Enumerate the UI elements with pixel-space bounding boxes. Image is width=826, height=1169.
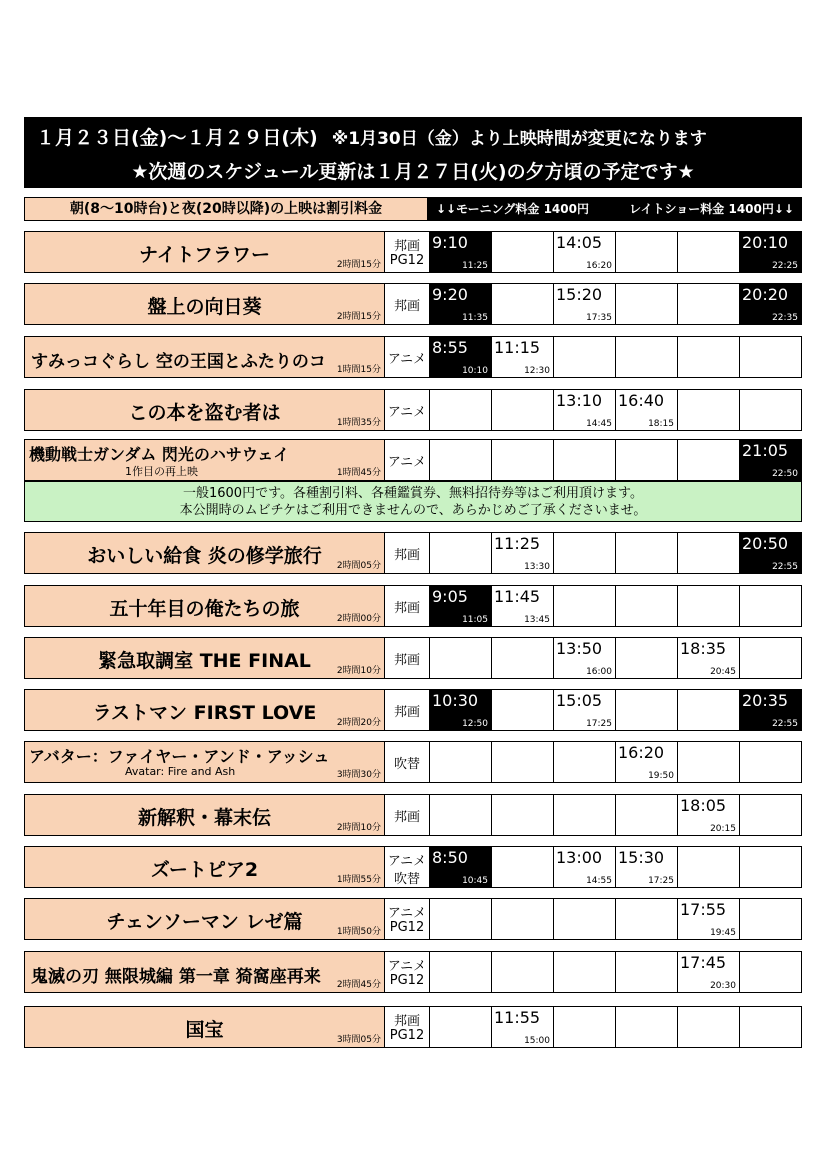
showtime-slot — [430, 232, 492, 272]
empty-slot — [492, 742, 554, 782]
showtime-end: 17:25 — [586, 719, 612, 729]
showtime-end: 11:25 — [462, 261, 488, 271]
movie-row — [24, 846, 802, 888]
showtime-start: 14:05 — [556, 233, 603, 252]
movie-title-cell — [25, 440, 385, 480]
empty-slot — [740, 390, 801, 430]
empty-slot — [554, 952, 616, 992]
late-price: レイトショー料金 1400円↓↓ — [629, 202, 794, 216]
empty-slot — [740, 952, 801, 992]
gundam-price-notice — [24, 481, 802, 522]
showtime-slot — [740, 690, 801, 730]
showtime-slot — [554, 232, 616, 272]
showtime-end: 13:30 — [524, 562, 550, 572]
showtime-start: 8:50 — [432, 848, 468, 867]
showtime-end: 22:35 — [772, 313, 798, 323]
empty-slot — [678, 390, 740, 430]
empty-slot — [616, 795, 678, 835]
movie-rating — [385, 586, 430, 626]
showtime-end: 16:00 — [586, 667, 612, 677]
showtime-start: 9:10 — [432, 233, 468, 252]
empty-slot — [678, 742, 740, 782]
showtime-slot — [430, 586, 492, 626]
movie-title: チェンソーマン レゼ篇 — [106, 911, 303, 933]
movie-title: アバター：ファイヤー・アンド・アッシュ — [29, 747, 330, 766]
empty-slot — [554, 440, 616, 480]
movie-duration: 2時間10分 — [336, 666, 381, 676]
showtime-slot — [740, 440, 801, 480]
empty-slot — [740, 638, 801, 678]
rating-label: PG12 — [389, 253, 425, 268]
movie-title: ナイトフラワー — [138, 244, 271, 266]
movie-rating — [385, 337, 430, 377]
movie-title: この本を盗む者は — [128, 402, 281, 424]
empty-slot — [430, 638, 492, 678]
empty-slot — [678, 586, 740, 626]
showtime-end: 19:45 — [710, 928, 736, 938]
showtime-slot — [430, 690, 492, 730]
empty-slot — [492, 690, 554, 730]
movie-title-cell — [25, 847, 385, 887]
next-update-notice: ★次週のスケジュール更新は１月２７日(火)の夕方頃の予定です★ — [131, 161, 695, 183]
showtime-end: 11:05 — [462, 615, 488, 625]
showtime-end: 18:15 — [648, 419, 674, 429]
movie-title: 鬼滅の刃 無限城編 第一章 猗窩座再来 — [31, 967, 321, 987]
movie-row — [24, 439, 802, 481]
showtime-slot — [616, 847, 678, 887]
empty-slot — [616, 232, 678, 272]
movie-title-cell — [25, 232, 385, 272]
empty-slot — [678, 690, 740, 730]
empty-slot — [554, 586, 616, 626]
rating-label: アニメ — [387, 906, 427, 921]
showtime-slot — [740, 232, 801, 272]
empty-slot — [554, 337, 616, 377]
empty-slot — [678, 440, 740, 480]
empty-slot — [740, 586, 801, 626]
empty-slot — [554, 742, 616, 782]
showtime-start: 9:20 — [432, 285, 468, 304]
notice-line-1: 一般1600円です。各種割引料、各種鑑賞券、無料招待券等はご利用頂けます。 — [182, 486, 643, 501]
empty-slot — [616, 952, 678, 992]
header-date-range — [36, 123, 707, 150]
movie-rating — [385, 899, 430, 939]
movie-title-cell — [25, 284, 385, 324]
rating-label: 邦画 — [393, 653, 420, 668]
showtime-slot — [430, 284, 492, 324]
empty-slot — [740, 847, 801, 887]
price-bar — [428, 197, 802, 221]
empty-slot — [492, 847, 554, 887]
empty-slot — [554, 795, 616, 835]
showtime-slot — [678, 795, 740, 835]
movie-duration: 3時間05分 — [336, 1035, 381, 1045]
movie-row — [24, 389, 802, 431]
showtime-start: 18:05 — [680, 796, 727, 815]
movie-row — [24, 794, 802, 836]
showtime-slot — [430, 847, 492, 887]
rating-label: PG12 — [389, 973, 425, 988]
movie-title-cell — [25, 899, 385, 939]
movie-title: 緊急取調室 THE FINAL — [98, 650, 311, 672]
movie-duration: 2時間00分 — [336, 614, 381, 624]
rating-label: 吹替 — [393, 872, 420, 887]
empty-slot — [492, 952, 554, 992]
empty-slot — [554, 1007, 616, 1047]
empty-slot — [492, 638, 554, 678]
movie-rating — [385, 952, 430, 992]
empty-slot — [430, 390, 492, 430]
movie-duration: 1時間55分 — [336, 875, 381, 885]
movie-title: 国宝 — [185, 1019, 224, 1041]
movie-rating — [385, 440, 430, 480]
movie-row — [24, 741, 802, 783]
empty-slot — [678, 847, 740, 887]
showtime-start: 8:55 — [432, 338, 468, 357]
showtime-slot — [430, 337, 492, 377]
showtime-start: 15:20 — [556, 285, 603, 304]
showtime-slot — [554, 284, 616, 324]
empty-slot — [616, 440, 678, 480]
showtime-slot — [492, 337, 554, 377]
movie-title-cell — [25, 638, 385, 678]
showtime-slot — [554, 690, 616, 730]
showtime-end: 17:25 — [648, 876, 674, 886]
empty-slot — [430, 440, 492, 480]
movie-duration: 2時間15分 — [336, 312, 381, 322]
showtime-slot — [678, 952, 740, 992]
movie-title: ズートピア2 — [150, 859, 259, 881]
showtime-slot — [554, 638, 616, 678]
empty-slot — [740, 337, 801, 377]
showtime-slot — [492, 586, 554, 626]
empty-slot — [492, 795, 554, 835]
rating-label: アニメ — [387, 455, 427, 470]
showtime-start: 20:35 — [742, 691, 789, 710]
movie-duration: 1時間50分 — [336, 927, 381, 937]
showtime-end: 22:25 — [772, 261, 798, 271]
showtime-start: 11:15 — [494, 338, 541, 357]
rating-label: アニメ — [387, 405, 427, 420]
showtime-end: 22:55 — [772, 562, 798, 572]
movie-title-cell — [25, 337, 385, 377]
showtime-slot — [492, 533, 554, 573]
rating-label: PG12 — [389, 1028, 425, 1043]
movie-duration: 2時間15分 — [336, 260, 381, 270]
movie-subtitle: Avatar: Fire and Ash — [125, 765, 236, 778]
showtime-start: 17:45 — [680, 953, 727, 972]
showtime-end: 20:15 — [710, 824, 736, 834]
movie-title: おいしい給食 炎の修学旅行 — [87, 545, 322, 567]
rating-label: 吹替 — [393, 757, 420, 772]
showtime-start: 11:25 — [494, 534, 541, 553]
movie-title-cell — [25, 742, 385, 782]
movie-row — [24, 689, 802, 731]
showtime-start: 20:20 — [742, 285, 789, 304]
empty-slot — [492, 284, 554, 324]
date-range-text: １月２３日(金)～１月２９日(木) — [36, 127, 318, 149]
movie-title-cell — [25, 390, 385, 430]
showtime-end: 12:50 — [462, 719, 488, 729]
movie-title-cell — [25, 586, 385, 626]
showtime-slot — [492, 1007, 554, 1047]
rating-label: 邦画 — [393, 299, 420, 314]
movie-title-cell — [25, 690, 385, 730]
empty-slot — [492, 440, 554, 480]
empty-slot — [616, 899, 678, 939]
movie-title-cell — [25, 795, 385, 835]
showtime-start: 17:55 — [680, 900, 727, 919]
showtime-start: 9:05 — [432, 587, 468, 606]
rating-label: 邦画 — [393, 548, 420, 563]
showtime-slot — [616, 742, 678, 782]
morning-price: ↓↓モーニング料金 1400円 — [436, 202, 589, 216]
showtime-end: 11:35 — [462, 313, 488, 323]
showtime-start: 16:20 — [618, 743, 665, 762]
movie-row — [24, 336, 802, 378]
showtime-end: 12:30 — [524, 366, 550, 376]
empty-slot — [616, 284, 678, 324]
movie-title: 五十年目の俺たちの旅 — [109, 598, 300, 620]
movie-rating — [385, 742, 430, 782]
movie-duration: 2時間05分 — [336, 561, 381, 571]
showtime-slot — [740, 533, 801, 573]
movie-row — [24, 898, 802, 940]
showtime-end: 16:20 — [586, 261, 612, 271]
rating-label: 邦画 — [393, 601, 420, 616]
movie-row — [24, 532, 802, 574]
showtime-start: 16:40 — [618, 391, 665, 410]
empty-slot — [430, 742, 492, 782]
movie-title: 機動戦士ガンダム 閃光のハサウェイ — [29, 445, 290, 464]
showtime-slot — [678, 899, 740, 939]
movie-rating — [385, 533, 430, 573]
rating-label: 邦画 — [393, 239, 420, 254]
empty-slot — [430, 952, 492, 992]
empty-slot — [616, 533, 678, 573]
movie-title-cell — [25, 533, 385, 573]
empty-slot — [740, 795, 801, 835]
movie-title-cell — [25, 1007, 385, 1047]
showtime-end: 20:45 — [710, 667, 736, 677]
empty-slot — [492, 899, 554, 939]
notice-line-2: 本公開時のムビチケはご利用できませんので、あらかじめご了承くださいませ。 — [179, 503, 647, 518]
showtime-start: 21:05 — [742, 441, 789, 460]
showtime-end: 14:45 — [586, 419, 612, 429]
showtime-end: 20:30 — [710, 981, 736, 991]
movie-title: すみっコぐらし 空の王国とふたりのコ — [31, 352, 326, 372]
empty-slot — [616, 586, 678, 626]
empty-slot — [678, 232, 740, 272]
empty-slot — [430, 795, 492, 835]
showtime-start: 15:05 — [556, 691, 603, 710]
empty-slot — [740, 1007, 801, 1047]
showtime-end: 19:50 — [648, 771, 674, 781]
empty-slot — [616, 1007, 678, 1047]
showtime-start: 11:45 — [494, 587, 541, 606]
showtime-start: 20:50 — [742, 534, 789, 553]
movie-rating — [385, 1007, 430, 1047]
showtime-start: 13:10 — [556, 391, 603, 410]
empty-slot — [430, 1007, 492, 1047]
empty-slot — [740, 899, 801, 939]
movie-duration: 2時間10分 — [336, 823, 381, 833]
showtime-start: 20:10 — [742, 233, 789, 252]
showtime-end: 10:45 — [462, 876, 488, 886]
discount-note: 朝(8～10時台)と夜(20時以降)の上映は割引料金 — [24, 197, 428, 221]
movie-row — [24, 585, 802, 627]
empty-slot — [430, 899, 492, 939]
showtime-start: 18:35 — [680, 639, 727, 658]
movie-duration: 2時間20分 — [336, 718, 381, 728]
movie-duration: 2時間45分 — [336, 980, 381, 990]
showtime-slot — [554, 847, 616, 887]
movie-title: ラストマン FIRST LOVE — [92, 702, 317, 724]
movie-duration: 1時間15分 — [336, 365, 381, 375]
movie-row — [24, 231, 802, 273]
movie-rating — [385, 847, 430, 887]
showtime-end: 17:35 — [586, 313, 612, 323]
showtime-start: 13:00 — [556, 848, 603, 867]
showtime-end: 14:55 — [586, 876, 612, 886]
movie-row — [24, 637, 802, 679]
empty-slot — [492, 390, 554, 430]
showtime-end: 15:00 — [524, 1036, 550, 1046]
movie-row — [24, 1006, 802, 1048]
showtime-slot — [616, 390, 678, 430]
rating-label: 邦画 — [393, 810, 420, 825]
empty-slot — [554, 533, 616, 573]
movie-row — [24, 283, 802, 325]
movie-subtitle: 1作目の再上映 — [125, 465, 198, 478]
movie-duration: 1時間35分 — [336, 418, 381, 428]
movie-rating — [385, 390, 430, 430]
movie-rating — [385, 795, 430, 835]
movie-rating — [385, 284, 430, 324]
showtime-end: 22:55 — [772, 719, 798, 729]
empty-slot — [430, 533, 492, 573]
rating-label: 邦画 — [393, 1014, 420, 1029]
showtime-end: 10:10 — [462, 366, 488, 376]
schedule-header — [24, 117, 802, 188]
empty-slot — [740, 742, 801, 782]
showtime-slot — [678, 638, 740, 678]
movie-title: 新解釈・幕末伝 — [137, 807, 271, 829]
empty-slot — [678, 284, 740, 324]
price-info — [24, 197, 802, 221]
rating-label: アニメ — [387, 854, 427, 869]
rating-label: PG12 — [389, 920, 425, 935]
movie-rating — [385, 638, 430, 678]
schedule-change-note: ※1月30日（金）より上映時間が変更になります — [331, 129, 707, 149]
showtime-start: 11:55 — [494, 1008, 541, 1027]
empty-slot — [678, 1007, 740, 1047]
showtime-slot — [554, 390, 616, 430]
showtime-start: 15:30 — [618, 848, 665, 867]
showtime-start: 10:30 — [432, 691, 479, 710]
showtime-start: 13:50 — [556, 639, 603, 658]
empty-slot — [678, 533, 740, 573]
movie-title: 盤上の向日葵 — [147, 296, 262, 318]
empty-slot — [554, 899, 616, 939]
movie-title-cell — [25, 952, 385, 992]
showtime-end: 22:50 — [772, 469, 798, 479]
showtime-slot — [740, 284, 801, 324]
rating-label: 邦画 — [393, 705, 420, 720]
empty-slot — [492, 232, 554, 272]
rating-label: アニメ — [387, 959, 427, 974]
showtime-end: 13:45 — [524, 615, 550, 625]
empty-slot — [616, 690, 678, 730]
movie-rating — [385, 690, 430, 730]
rating-label: アニメ — [387, 352, 427, 367]
empty-slot — [616, 638, 678, 678]
movie-row — [24, 951, 802, 993]
movie-duration: 3時間30分 — [336, 770, 381, 780]
movie-rating — [385, 232, 430, 272]
empty-slot — [616, 337, 678, 377]
movie-duration: 1時間45分 — [336, 468, 381, 478]
empty-slot — [678, 337, 740, 377]
